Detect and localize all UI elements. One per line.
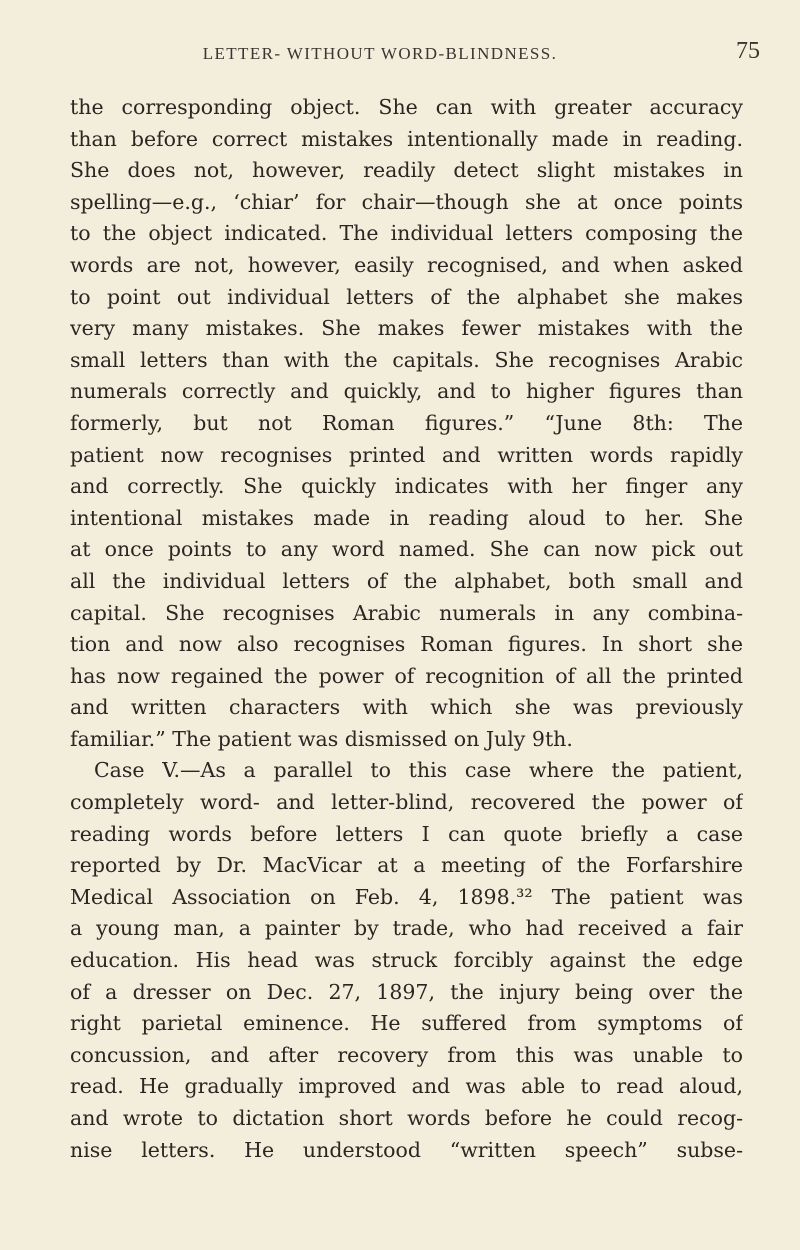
text-line: education. His head was struck forcibly against the edge (70, 948, 743, 973)
page-number: 75 (736, 38, 760, 64)
text-line: read. He gradually improved and was able to read aloud, (70, 1074, 743, 1099)
text-line: small letters than with the capitals. She recognises Arabic (70, 347, 743, 372)
text-line: of a dresser on Dec. 27, 1897, the injury being over the (70, 979, 743, 1004)
text-line: at once points to any word named. She can now pick out (70, 537, 743, 562)
running-title: LETTER- WITHOUT WORD-BLINDNESS. (202, 44, 558, 63)
text-line: to the object indicated. The individual letters composing the (70, 221, 743, 246)
text-line: all the individual letters of the alphabet, both small and (70, 568, 743, 593)
text-line: a young man, a painter by trade, who had received a fair (70, 916, 743, 941)
text-line: and correctly. She quickly indicates with her finger any (70, 474, 743, 499)
text-line: than before correct mistakes intentionally made in reading. (70, 126, 743, 151)
text-line: right parietal eminence. He suffered from symptoms of (70, 1011, 743, 1036)
text-line: concussion, and after recovery from this was unable to (70, 1042, 743, 1067)
text-line: to point out individual letters of the alphabet she makes (70, 284, 743, 309)
text-line: spelling—e.g., ‘chiar’ for chair—though she at once points (70, 189, 743, 214)
text-line: has now regained the power of recognition of all the printed (70, 663, 743, 688)
text-line: Medical Association on Feb. 4, 1898.³² The patient was (70, 884, 743, 909)
body-text (70, 92, 743, 1166)
text-line: formerly, but not Roman figures.” “June 8th: The (70, 410, 743, 435)
text-line: familiar.” The patient was dismissed on July 9th. (70, 726, 573, 751)
text-line: and wrote to dictation short words before he could recog- (70, 1106, 743, 1130)
running-head (60, 38, 760, 74)
text-line: reading words before letters I can quote briefly a case (70, 821, 743, 846)
text-line: intentional mistakes made in reading aloud to her. She (70, 505, 743, 530)
text-line: reported by Dr. MacVicar at a meeting of the Forfarshire (70, 853, 743, 878)
text-line: words are not, however, easily recognised, and when asked (70, 252, 743, 277)
text-line: and written characters with which she was previously (70, 695, 743, 720)
text-line: patient now recognises printed and written words rapidly (70, 442, 743, 467)
case-v-heading-line: Case V.—As a parallel to this case where the patient, (94, 758, 743, 783)
text-line: capital. She recognises Arabic numerals in any combina- (70, 600, 743, 625)
text-line: She does not, however, readily detect slight mistakes in (70, 158, 743, 183)
text-line: tion and now also recognises Roman figures. In short she (70, 632, 743, 657)
text-line: nise letters. He understood “written speech” subse- (70, 1137, 743, 1162)
text-line: numerals correctly and quickly, and to higher figures than (70, 379, 743, 404)
text-line: the corresponding object. She can with greater accuracy (70, 95, 743, 119)
text-line: completely word- and letter-blind, recovered the power of (70, 790, 743, 815)
text-line: very many mistakes. She makes fewer mistakes with the (70, 316, 743, 341)
